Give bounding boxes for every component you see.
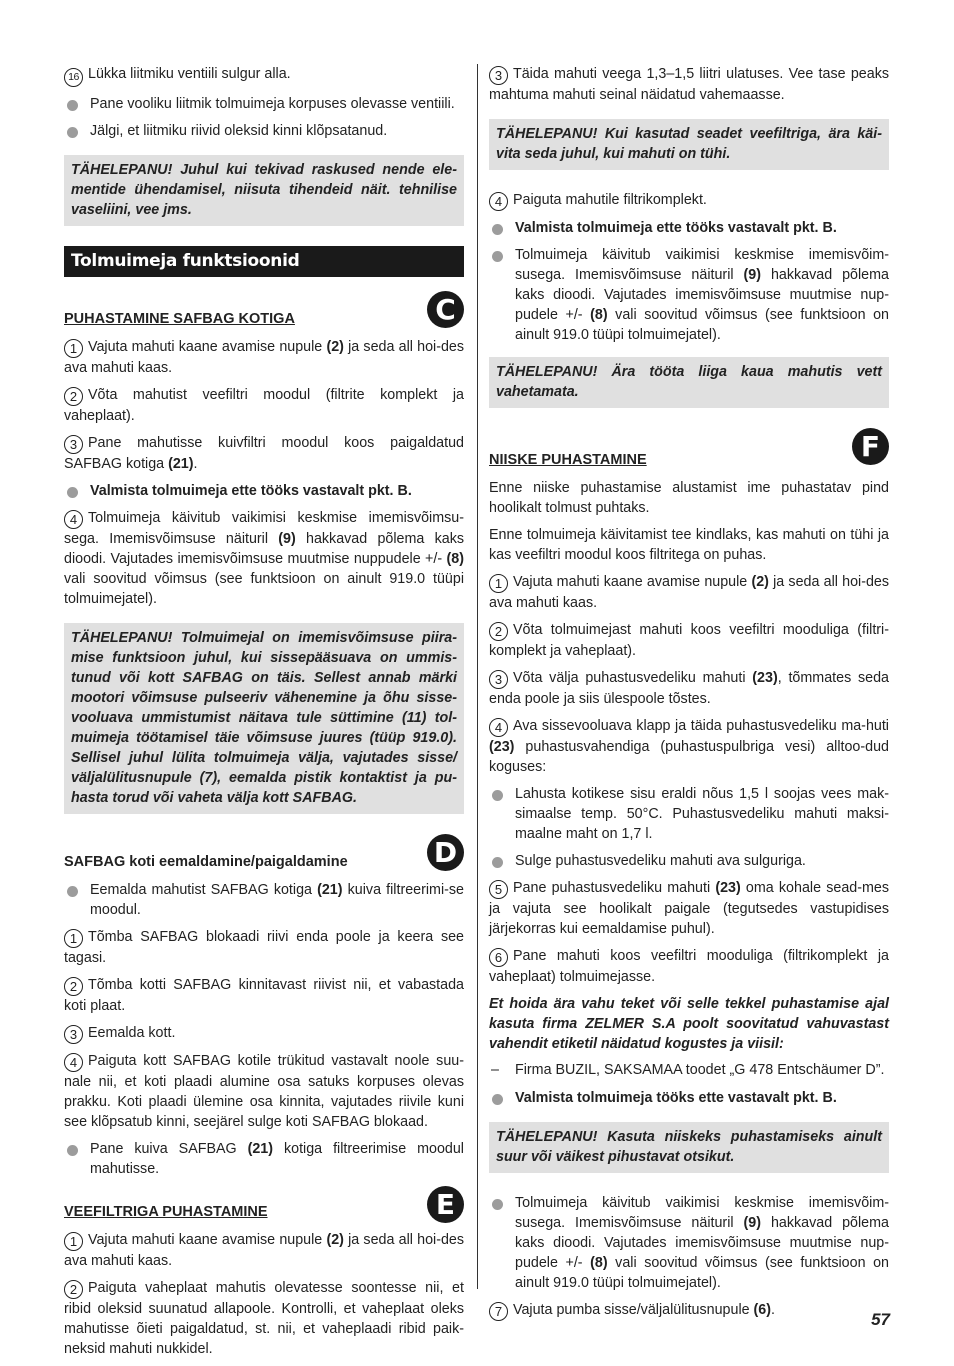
bullet-item: Valmista tolmuimeja tööks ette vastavalt pkt. B.: [489, 1088, 889, 1108]
step-1: 1 Tõmba SAFBAG blokaadi riivi enda poole ja keera see tagasi.: [64, 929, 464, 966]
step-number: 16: [64, 68, 83, 87]
bullet-item: Lahusta kotikese sisu eraldi nõus 1,5 l soojas vees mak-simaalse temp. 50°C. Puhastusvedeliku mahuti maksi-maalne maht on 1,7 l.: [489, 784, 889, 844]
step-4: 4 Paiguta mahutile filtrikomplekt.: [489, 190, 889, 211]
step-2: 2 Võta tolmuimejast mahuti koos veefiltri mooduliga (filtri-komplekt ja vaheplaat).: [489, 622, 889, 659]
page-number: 57: [871, 1310, 890, 1329]
step-2: 2 Tõmba kotti SAFBAG kinnitavast riivist nii, et vabastada koti plaat.: [64, 977, 464, 1014]
bullet-item: Valmista tolmuimeja ette tööks vastavalt pkt. B.: [64, 481, 464, 501]
section-letter-badge: C: [427, 291, 464, 328]
foam-notice: Et hoida ära vahu teket või selle tekkel puhastamise ajal kasuta firma ZELMER S.A poolt soovitatud vahuvastast vahendit etiketil näidatud kogustes ja viisil:: [489, 996, 889, 1052]
warning-note: TÄHELEPANU! Kasuta niiskeks puhastamiseks ainult suur või väikest pihustavat otsikut.: [489, 1122, 889, 1173]
paragraph: Enne niiske puhastamise alustamist ime puhastatav pind hoolikalt tolmust puhtaks.: [489, 480, 889, 516]
step-2: 2 Võta mahutist veefiltri moodul (filtrite komplekt ja vaheplaat).: [64, 387, 464, 424]
step-1: 1 Vajuta mahuti kaane avamise nupule (2) ja seda all hoi-des ava mahuti kaas.: [489, 574, 890, 611]
paragraph: Enne tolmuimeja käivitamist tee kindlaks, kas mahuti on tühi ja kas veefiltri moodul koos filtritega on puhas.: [489, 527, 889, 563]
section-title: PUHASTAMINE SAFBAG KOTIGA: [64, 311, 295, 327]
bullet-item: Pane kuiva SAFBAG (21) kotiga filtreerimise moodul mahutisse.: [64, 1139, 464, 1179]
right-column: [489, 64, 889, 1328]
section-heading: Tolmuimeja funktsioonid: [64, 246, 464, 277]
step-1: 1 Vajuta mahuti kaane avamise nupule (2) ja seda all hoi-des ava mahuti kaas.: [64, 1232, 465, 1269]
bullet-item: Tolmuimeja käivitub vaikimisi keskmise imemisvõim-susega. Imemisvõimsuse näituril (9) hakkavad põlema kaks dioodi. Vajutades imemisvõimsuse muutmise nup-pudele +/- (8) vali soovitud võimsus (see funktsioon on ainult 919.0 tüüpi tolmuimejatel).: [489, 1193, 889, 1293]
warning-note: TÄHELEPANU! Tolmuimejal on imemisvõimsuse piira-mise funktsioon juhul, kui sissepääsuava on ummis-tunud või kott SAFBAG on täis. Sellest annab märki mootori võimsuse pulseeriv vähenemine ja õhu sisse-vooluava ummistumist näitava tule süttimine (11) tol-muimeja töötamisel täie võimsuse juures (tüüp 919.0). Sellisel juhul lülita tolmuimeja välja, vajutades sisse/ väljalülitusnupule (7), eemalda pistik kontaktist ja pu-hasta torud või vaheta välja kott SAFBAG.: [64, 623, 464, 814]
step-6: 6 Pane mahuti koos veefiltri mooduliga (filtrikomplekt ja vaheplaat) tolmuimejasse.: [489, 948, 889, 985]
step-4: 4 Ava sissevooluava klapp ja täida puhastusvedeliku ma-huti (23) puhastusvahendiga (puhastuspulbriga vesi) alltoo-dud koguses:: [489, 718, 889, 775]
section-letter-badge: E: [427, 1186, 464, 1223]
left-column: [64, 64, 464, 1366]
step-16: 16 Lükka liitmiku ventiili sulgur alla.: [64, 64, 464, 87]
step-5: 5 Pane puhastusvedeliku mahuti (23) oma kohale sead-mes ja vajuta see hoolikalt paigale (tegutsedes vastupidises järjekorras kui eemaldamise puhul).: [489, 880, 889, 937]
warning-note: TÄHELEPANU! Juhul kui tekivad raskused nende ele-mentide ühendamisel, niisuta tihendeid näit. tehnilise vaseliini, vee jms.: [64, 155, 464, 226]
dash-item: – Firma BUZIL, SAKSAMAA toodet „G 478 Entschäumer D”.: [489, 1060, 889, 1080]
section-letter-badge: F: [852, 428, 889, 465]
step-3: 3 Eemalda kott.: [64, 1023, 464, 1044]
bullet-item: Jälgi, et liitmiku riivid oleksid kinni klõpsatanud.: [64, 121, 464, 141]
bullet-item: Pane vooliku liitmik tolmuimeja korpuses olevasse ventiili.: [64, 94, 464, 114]
section-c-header: [64, 291, 464, 331]
column-divider: [477, 64, 478, 1289]
bullet-item: Tolmuimeja käivitub vaikimisi keskmise imemisvõim-susega. Imemisvõimsuse näituril (9) hakkavad põlema kaks dioodi. Vajutades imemisvõimsuse muutmise nup-pudele +/- (8) vali soovitud võimsus (see funktsioon on ainult 919.0 tüüpi tolmuimejatel).: [489, 245, 889, 345]
warning-note: TÄHELEPANU! Kui kasutad seadet veefiltriga, ära käi-vita seda juhul, kui mahuti on tühi.: [489, 119, 889, 170]
section-letter-badge: D: [427, 834, 464, 871]
step-2: 2 Paiguta vaheplaat mahutis olevatesse soontesse nii, et ribid oleksid suunatud allapoole. Kontrolli, et vaheplaat oleks mahutisse õieti paigaldatud, st. nii, et vaheplaadi ribid paik-neksid mahuti nukkidel.: [64, 1280, 464, 1357]
step-7: 7 Vajuta pumba sisse/väljalülitusnupule (6).: [489, 1300, 889, 1321]
step-1: 1 Vajuta mahuti kaane avamise nupule (2) ja seda all hoi-des ava mahuti kaas.: [64, 339, 465, 376]
bullet-item: Sulge puhastusvedeliku mahuti ava sulguriga.: [489, 851, 889, 871]
section-d-header: [64, 834, 464, 874]
section-e-header: [64, 1186, 464, 1224]
section-title: VEEFILTRIGA PUHASTAMINE: [64, 1204, 268, 1220]
bullet-item: Eemalda mahutist SAFBAG kotiga (21) kuiva filtreerimi-se moodul.: [64, 880, 464, 920]
step-3: 3 Täida mahuti veega 1,3–1,5 liitri ulatuses. Vee tase peaks mahtuma mahuti seinal näidatud vahemaasse.: [489, 66, 889, 103]
step-4: 4 Paiguta kott SAFBAG kotile trükitud vastavalt noole suu-nale nii, et koti plaadi alumine osa satuks korpuses olevas prakku. Koti plaadi ülemine osa kinnita, vajutades riivile kuni see klõpsatub kinni, seejärel sulge koti SAFBAG blokaad.: [64, 1053, 464, 1130]
section-f-header: [489, 428, 889, 472]
step-3: 3 Võta välja puhastusvedeliku mahuti (23), tõmmates seda enda poole ja siis ülespoole tõstes.: [489, 670, 889, 707]
step-3: 3 Pane mahutisse kuivfiltri moodul koos paigaldatud SAFBAG kotiga (21).: [64, 435, 464, 472]
section-title: SAFBAG koti eemaldamine/paigaldamine: [64, 854, 348, 870]
warning-note: TÄHELEPANU! Ära tööta liiga kaua mahutis vett vahetamata.: [489, 357, 889, 408]
step-4: 4 Tolmuimeja käivitub vaikimisi keskmise imemisvõimsu-sega. Imemisvõimsuse näituril (9) hakkavad põlema kaks dioodi. Vajutades imemisvõimsuse muutmise nuppudele +/- (8) vali soovitud võimsus (see funktsioon on ainult 919.0 tüüpi tolmuimejatel).: [64, 510, 464, 607]
bullet-item: Valmista tolmuimeja ette tööks vastavalt pkt. B.: [489, 218, 889, 238]
section-title: NIISKE PUHASTAMINE: [489, 452, 647, 468]
